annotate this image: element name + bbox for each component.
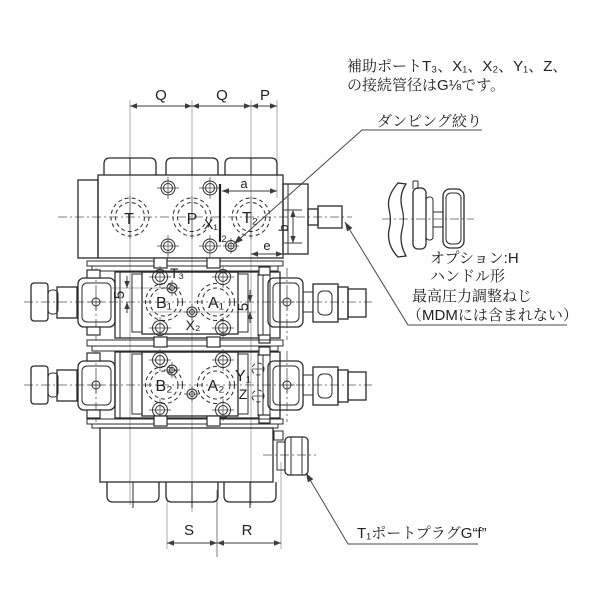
port-label-x2: X₂ xyxy=(185,317,201,333)
port-label-z: Z xyxy=(238,386,248,402)
t1-plug-label: T₁ポートプラグG“f” xyxy=(357,525,487,542)
bottom-valve-block xyxy=(100,428,308,508)
interface-plates-2 xyxy=(87,337,283,351)
section2-left-actuator xyxy=(31,353,115,418)
section1-right-actuator xyxy=(268,278,366,327)
leader-lines xyxy=(232,130,567,544)
port-label-t: T xyxy=(124,211,134,228)
port-z-circle xyxy=(252,390,264,402)
annotation-texts xyxy=(347,58,578,542)
port-label-t3: T₃ xyxy=(169,265,185,281)
t1-plug-hex xyxy=(285,437,308,475)
option-label-line2: ハンドル形 xyxy=(430,268,506,285)
port-label-a1: A₁ xyxy=(207,295,225,312)
pressure-screw-line2: （MDMには含まれない） xyxy=(407,307,578,324)
dim-orifice: 2 xyxy=(221,234,227,244)
damping-leader xyxy=(234,130,482,244)
port-label-a2: A₂ xyxy=(207,378,225,395)
handle-lever-fragment xyxy=(388,183,406,257)
damping-label: ダンピング絞り xyxy=(377,113,482,130)
port-label-p: P xyxy=(186,211,198,228)
dim-5-left: 5 xyxy=(111,290,128,300)
dim-e: e xyxy=(263,238,271,253)
dim-b: b xyxy=(276,224,291,232)
port-label-b2: B₂ xyxy=(155,378,173,395)
dim-p: P xyxy=(259,87,271,104)
dimension-lines xyxy=(124,103,302,545)
dim-a: a xyxy=(240,176,248,191)
port-label-t2: T₂ xyxy=(242,210,258,227)
port-label-y1: Y₁ xyxy=(234,368,252,385)
dim-q-right: Q xyxy=(216,87,228,104)
interface-plates-1 xyxy=(87,258,283,271)
section2-right-actuator xyxy=(268,361,366,410)
port-label-b1: B₁ xyxy=(155,295,173,312)
dim-q-left: Q xyxy=(155,87,167,104)
option-label-line1: オプション:H xyxy=(430,250,519,267)
section1-left-actuator xyxy=(31,270,115,335)
dim-5-right: 5 xyxy=(235,302,252,312)
port-label-x1: X₁ xyxy=(203,216,219,232)
aux-port-note-line2: の接続管径はG⅛です。 xyxy=(347,77,505,94)
top-block-left-boss xyxy=(78,180,98,258)
pressure-screw-line1: 最高圧力調整ねじ xyxy=(412,288,533,305)
port-t3 xyxy=(164,280,180,296)
dim-r: R xyxy=(241,522,253,539)
section2-port-center xyxy=(184,386,200,402)
aux-port-note-line1: 補助ポートT₃、X₁、X₂、Y₁、Z、 xyxy=(347,58,568,75)
top-valve-block xyxy=(78,158,342,258)
port-y1-circle xyxy=(252,363,264,375)
dim-s: S xyxy=(183,522,195,539)
dimension-texts xyxy=(111,87,291,539)
